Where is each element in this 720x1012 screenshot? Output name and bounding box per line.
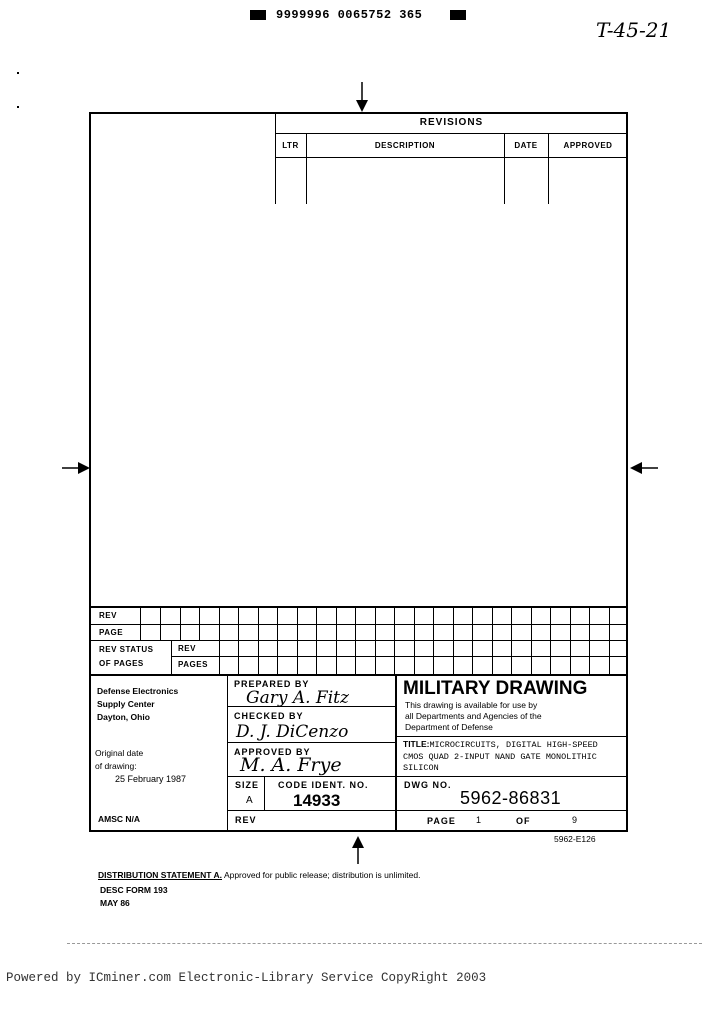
status-grid-cell-divider [336,606,337,640]
form-date: MAY 86 [100,898,130,908]
status-grid-cell-divider [355,640,356,674]
org-name [97,685,178,724]
title-line-1 [403,739,598,752]
orig-date-label-1: Original date [95,748,144,758]
powered-by: Powered by ICminer.com Electronic-Library Service CopyRight 2003 [6,971,487,985]
status-grid-cell-divider [609,606,610,640]
center-arrow-right-icon [628,460,658,476]
of-label: OF [516,816,531,826]
status-grid-cell-divider [472,640,473,674]
barcode-block-left [250,10,266,20]
status-grid-cell-divider [316,640,317,674]
original-date-value: 25 February 1987 [115,774,187,784]
approved-by-signature: M. A. Frye [240,754,342,776]
checked-by-signature: D. J. DiCenzo [236,722,349,742]
page-label: PAGE [427,816,456,826]
barcode-block-right [450,10,466,20]
status-grid-row [171,656,628,657]
status-grid-row [89,640,628,641]
status-grid-cell-divider [492,606,493,640]
status-grid-cell-divider [531,606,532,640]
title-label: TITLE: [403,739,430,749]
availability-notice [405,700,542,733]
checked-by-label: CHECKED BY [234,711,304,721]
status-grid-cell-divider [297,606,298,640]
page-number: 1 [476,815,482,825]
status-grid-top [89,606,628,608]
form-ref: 5962-E126 [554,834,596,844]
status-grid-cell-divider [219,640,220,674]
center-arrow-bottom-icon [351,834,365,864]
distribution-label: DISTRIBUTION STATEMENT A. [98,870,223,880]
status-grid-cell-divider [492,640,493,674]
status-grid-cell-divider [394,640,395,674]
status-rev-label: REV [99,611,117,620]
status-grid-cell-divider [316,606,317,640]
drawing-border [89,112,628,832]
status-grid-cell-divider [258,640,259,674]
status-grid-cell-divider [433,640,434,674]
title-block-line [395,736,628,737]
title-text-3: SILICON [403,763,439,773]
status-grid-row [89,624,628,625]
center-arrow-top-icon [355,82,369,114]
title-block-divider [227,674,228,832]
margin-dot [17,72,19,74]
center-arrow-left-icon [62,460,92,476]
code-ident-label: CODE IDENT. NO. [278,780,369,790]
status-grid-cell-divider [453,606,454,640]
status-grid-cell-divider [258,606,259,640]
status-grid-cell-divider [589,640,590,674]
approved-by-label: APPROVED BY [234,747,311,757]
status-grid-cell-divider [238,606,239,640]
handwritten-note: T-45-21 [596,18,672,42]
form-name: DESC FORM 193 [100,885,168,895]
original-date-label [95,747,143,773]
size-label: SIZE [235,780,260,790]
status-grid-cell-divider [453,640,454,674]
prepared-by-signature: Gary A. Fitz [246,688,349,708]
status-grid-cell-divider [550,606,551,640]
size-value: A [246,795,253,806]
revisions-col-description: DESCRIPTION [374,141,436,150]
status-grid-cell-divider [531,640,532,674]
status-grid-cell-divider [277,606,278,640]
title-block-divider [264,776,265,810]
status-grid-cell-divider [219,606,220,640]
status-grid-cell-divider [277,640,278,674]
title-text-1: MICROCIRCUITS, DIGITAL HIGH-SPEED [429,740,598,750]
status-grid-cell-divider [472,606,473,640]
status-grid-cell-divider [375,640,376,674]
distribution-statement [98,870,420,880]
distribution-text: Approved for public release; distribution is unlimited. [223,870,421,880]
status-rev-sub-label: REV [178,644,196,653]
rev-label: REV [235,815,257,825]
amsc-label: AMSC N/A [98,814,141,824]
status-grid-cell-divider [414,606,415,640]
barcode-text: 9999996 0065752 365 [276,8,423,22]
revisions-header-bottom [275,157,628,158]
dwg-no-label: DWG NO. [404,780,452,790]
status-pages-sub-label: PAGES [178,660,208,669]
org-line-3: Dayton, Ohio [97,712,150,722]
status-of-pages-label: OF PAGES [99,659,144,668]
dwg-no-value: 5962-86831 [460,788,562,808]
availability-line-3: Department of Defense [405,722,493,732]
revisions-col-date: DATE [514,141,538,150]
code-ident-value: 14933 [293,791,341,810]
revisions-title: REVISIONS [419,117,484,128]
status-grid-cell-divider [570,640,571,674]
availability-line-1: This drawing is available for use by [405,700,538,710]
status-grid-cell-divider [433,606,434,640]
status-grid-cell-divider [511,640,512,674]
title-block-line [227,742,395,743]
status-rev-status-label: REV STATUS [99,645,154,654]
status-grid-cell-divider [238,640,239,674]
status-page-label: PAGE [99,628,124,637]
status-grid-cell-divider [394,606,395,640]
revisions-col-approved: APPROVED [563,141,613,150]
status-grid-cell-divider [160,606,161,640]
margin-dot [17,106,19,108]
title-block-line [227,810,628,811]
footer-dashed-rule [67,943,702,944]
org-line-1: Defense Electronics [97,686,179,696]
status-grid-cell-divider [375,606,376,640]
status-grid-cell-divider [511,606,512,640]
title-block-line [227,776,628,777]
title-text-2: CMOS QUAD 2-INPUT NAND GATE MONOLITHIC [403,751,597,762]
status-grid-cell-divider [180,606,181,640]
status-grid-cell-divider [589,606,590,640]
status-grid-cell-divider [336,640,337,674]
revisions-col-ltr: LTR [282,141,299,150]
status-grid-cell-divider [609,640,610,674]
status-label-divider [171,640,172,674]
status-grid-cell-divider [199,606,200,640]
military-drawing-title: MILITARY DRAWING [403,678,588,699]
title-block-divider [395,674,397,832]
orig-date-label-2: of drawing: [95,761,137,771]
page-count: 9 [572,815,578,825]
status-grid-cell-divider [297,640,298,674]
availability-line-2: all Departments and Agencies of the [405,711,542,721]
status-grid-cell-divider [355,606,356,640]
status-grid-cell-divider [550,640,551,674]
status-grid-cell-divider [570,606,571,640]
status-label-divider [140,606,141,640]
status-grid-cell-divider [414,640,415,674]
org-line-2: Supply Center [97,699,155,709]
status-grid-bottom [89,674,628,676]
prepared-by-label: PREPARED BY [234,679,310,689]
drawing-title [403,739,598,775]
